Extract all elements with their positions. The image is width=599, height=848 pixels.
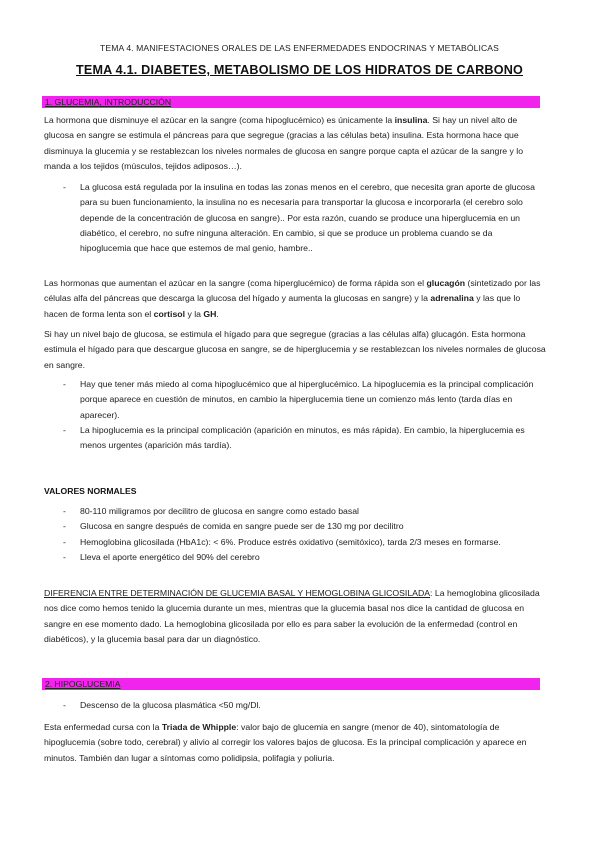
text-run: : valor bajo de glucemia en sangre (menor de 40), sintomatología de hipoglucemia (sobre todo, cerebral) y alivio al corregir los valores bajos de glucosa. Es la principal complicación y aparece en minutos. También dan lugar a síntomas como polidipsia, polifagia y poliuria. (44, 722, 527, 763)
text-run: Las hormonas que aumentan el azúcar en la sangre (coma hiperglucémico) de forma rápida son el (44, 278, 427, 288)
dash-bullet-icon: - (63, 182, 66, 192)
underlined-term: DIFERENCIA ENTRE DETERMINACIÓN DE GLUCEMIA BASAL Y HEMOGLOBINA GLICOSILADA (44, 588, 431, 598)
text-run: (sintetizado por las células alfa del páncreas que descarga la glucosa del hígado y aumenta la glucosas en sangre) y la (44, 278, 541, 304)
dash-bullet-icon: - (63, 536, 66, 547)
dash-bullet-icon: - (63, 551, 66, 562)
dash-bullet-icon: - (63, 379, 66, 389)
bold-term: GH (203, 308, 217, 319)
bold-term: Triada de Whipple (161, 722, 237, 732)
paragraph-hormonas (44, 276, 546, 322)
list-item-text: Descenso de la glucosa plasmática <50 mg/Dl. (80, 700, 261, 710)
list-item (44, 698, 546, 713)
list-item-text: Lleva el aporte energético del 90% del cerebro (80, 551, 260, 562)
text-run: . (216, 308, 219, 319)
bold-term: adrenalina (430, 293, 474, 304)
page-title: TEMA 4.1. DIABETES, METABOLISMO DE LOS HIDRATOS DE CARBONO (75, 63, 524, 77)
list-item (44, 377, 546, 423)
list-item (44, 535, 546, 550)
list-item-text: Hay que tener más miedo al coma hipoglucémico que al hiperglucémico. La hipoglucemia es la principal complicación porque aparece en cuestión de minutos, en cambio la hiperglucemia tiene un comienzo más lento (tarda días en aparecer). (80, 379, 534, 420)
paragraph-glucagon (44, 327, 546, 373)
section-heading-hipoglucemia (42, 678, 540, 690)
text-run: : La hemoglobina glicosilada nos dice como hemos tenido la glucemia durante un mes, mientras que la glucemia basal nos dice la cantidad de glucosa en sangre en ese momento dado. La hemoglobina glicosilada por ello es para saber la evolución de la enfermedad (control en diabéticos), y la glucemia basal para dar un diagnóstico. (44, 588, 540, 644)
bullet-list-descenso (44, 698, 546, 713)
list-item (44, 180, 546, 256)
list-item (44, 504, 546, 519)
bullet-list-glucosa (44, 180, 546, 256)
text-run: y las que lo hacen de forma lenta son el (44, 293, 521, 319)
list-item-text: Glucosa en sangre después de comida en sangre puede ser de 130 mg por decilitro (80, 521, 404, 532)
valores-heading: VALORES NORMALES (44, 486, 137, 496)
bold-term: cortisol (153, 308, 186, 319)
text-run: . Si hay un nivel alto de glucosa en sangre se estimula el páncreas para que segregue (gracias a las células beta) insulina. Esta hormona hace que disminuya la glucemia y se restablezcan los niveles normales de glucosa en sangre porque capta el azúcar de la sangre y lo manda a los tejidos (músculos, tejidos adiposos…). (44, 115, 524, 171)
bold-term: insulina (394, 115, 428, 125)
bullet-list-hipoglucemia (44, 377, 546, 453)
bullet-list-valores (44, 504, 546, 565)
text-run: Esta enfermedad cursa con la (44, 722, 162, 732)
text-run: Si hay un nivel bajo de glucosa, se estimula el hígado para que segregue (gracias a las células alfa) glucagón. Esta hormona estimula el hígado para que descargue glucosa en sangre, se de hiperglucemia y se restablezcan los niveles normales de glucosa en sangre. (44, 329, 546, 370)
list-item-text: 80-110 miligramos por decilitro de glucosa en sangre como estado basal (80, 506, 359, 516)
document-header: TEMA 4. MANIFESTACIONES ORALES DE LAS ENFERMEDADES ENDOCRINAS Y METABÓLICAS (100, 43, 499, 53)
bold-term: glucagón (426, 278, 466, 288)
dash-bullet-icon: - (63, 506, 66, 516)
list-item-text: La hipoglucemia es la principal complicación (aparición en minutos, es más rápida). En cambio, la hiperglucemia es menos urgentes (aparición más tardía). (80, 424, 525, 451)
paragraph-insulina (44, 113, 546, 174)
dash-bullet-icon: - (63, 521, 66, 532)
section-heading-label: 2. HIPOGLUCEMIA (45, 679, 121, 689)
list-item (44, 423, 546, 454)
list-item-text: La glucosa está regulada por la insulina en todas las zonas menos en el cerebro, que necesita gran aporte de glucosa para su buen funcionamiento, la insulina no es necesaria para transportar la glucosa e incorporarla (el cerebro solo depende de la concentración de glucosa en sangre).. Por esta razón, cuando se produce una hiperglucemia en un diabético, el cerebro, no sufre ninguna alteración. En cambio, si que se produce un problema cuando se da hipoglucemia que hace que estemos de mal genio, hambre.. (80, 182, 535, 254)
section-heading-glucemia (42, 96, 540, 108)
list-item-text: Hemoglobina glicosilada (HbA1c): < 6%. Produce estrés oxidativo (semitóxico), tarda 2/3 meses en formarse. (80, 536, 501, 547)
list-item (44, 519, 546, 534)
text-run: La hormona que disminuye el azúcar en la sangre (coma hipoglucémico) es únicamente la (44, 115, 395, 125)
paragraph-diferencia (44, 586, 546, 647)
section-heading-label: 1. GLUCEMIA, INTRODUCCIÓN (45, 97, 172, 107)
list-item (44, 550, 546, 565)
paragraph-whipple (44, 720, 546, 766)
text-run: y la (185, 308, 204, 319)
dash-bullet-icon: - (63, 424, 66, 435)
dash-bullet-icon: - (63, 700, 66, 710)
